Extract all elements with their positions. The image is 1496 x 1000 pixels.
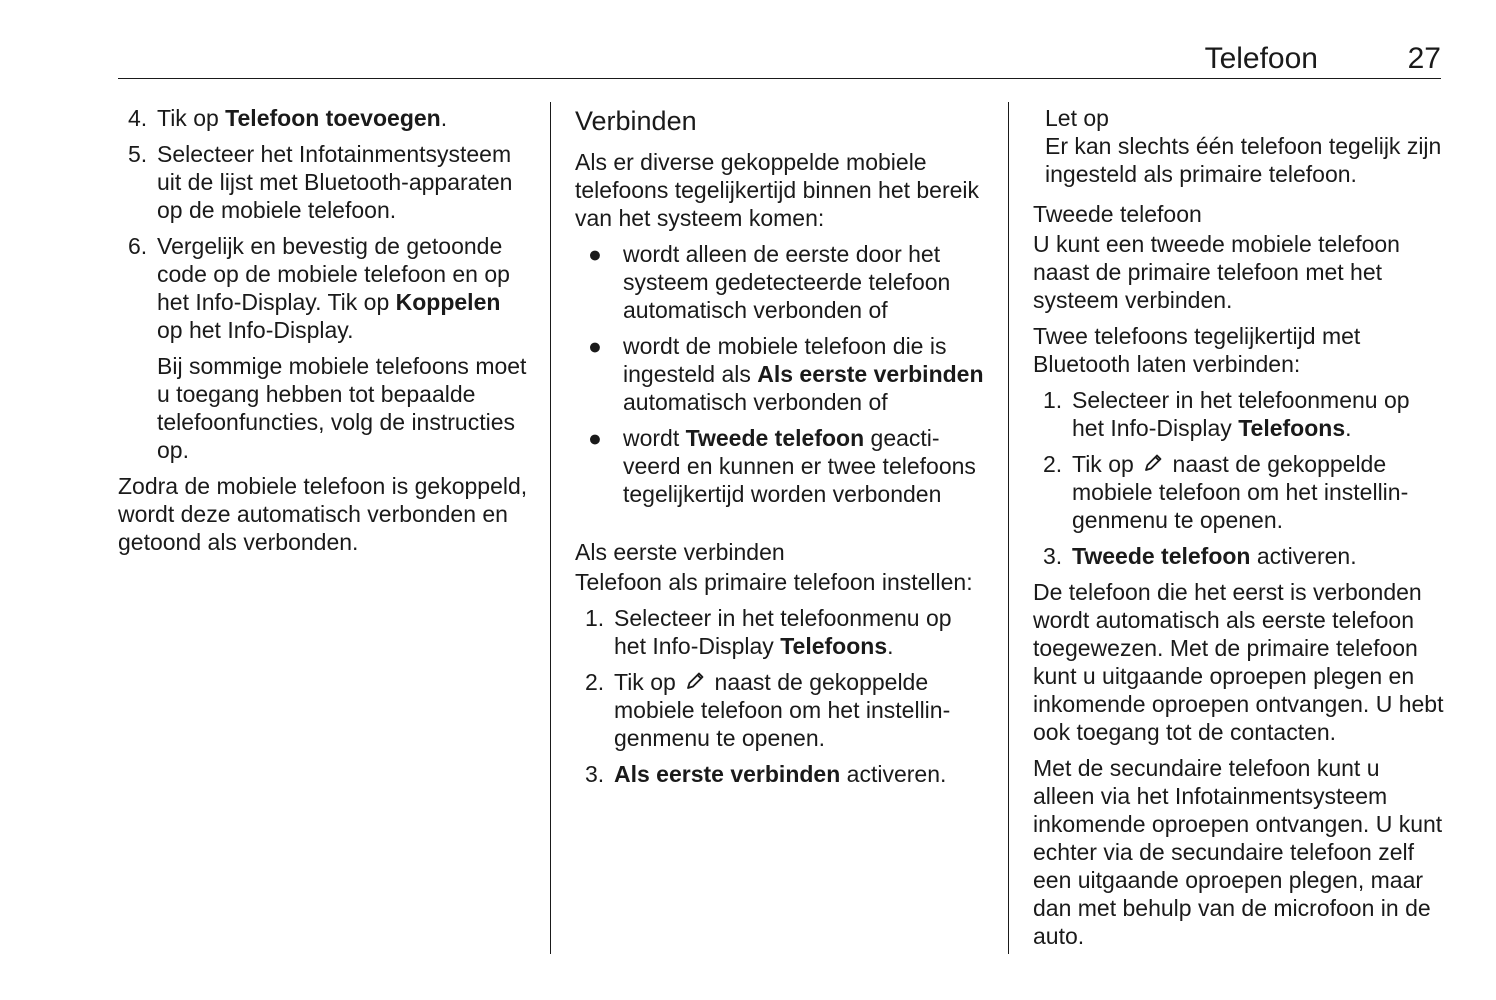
list-item: 2. Tik op naast de gekoppelde mobiele telefoon om het instellingenmenu te openen. xyxy=(585,669,951,751)
list-item: 2. Tik op naast de gekoppelde mobiele telefoon om het instellingenmenu te openen. xyxy=(1043,451,1409,533)
pencil-icon xyxy=(684,670,706,692)
column-divider xyxy=(1008,102,1009,954)
column-2 xyxy=(575,104,987,796)
page-number: 27 xyxy=(1407,42,1441,75)
list-item: 4. Tik op Telefoon toevoegen. xyxy=(128,105,448,131)
bullet-icon: ● xyxy=(588,241,602,267)
list-item: 3. Als eerste verbinden activeren. xyxy=(585,761,947,787)
paragraph: Als er diverse gekoppelde mobiele telefoons tegelijkertijd binnen het bereik van het systeem komen: xyxy=(575,149,980,231)
list-item: 1. Selecteer in het telefoonmenu op het Info-Display Telefoons. xyxy=(585,605,952,659)
section-title: Telefoon xyxy=(1204,42,1318,75)
note-box xyxy=(1033,104,1445,188)
list-item: 3. Tweede telefoon activeren. xyxy=(1043,543,1357,569)
bullet-item: ● wordt de mobiele telefoon die is ingesteld als Als eerste verbinden automatisch verbonden of xyxy=(588,333,984,415)
list-item: 6. Vergelijk en bevestig de getoonde code op de mobiele telefoon en op het Info-Display. Tik op Koppelen op het Info-Display. xyxy=(128,233,510,343)
paragraph: Zodra de mobiele telefoon is gekoppeld, wordt deze automatisch verbonden en getoond als verbonden. xyxy=(118,473,528,555)
subheading: Tweede telefoon xyxy=(1033,201,1202,227)
note-text: Er kan slechts één telefoon tegelijk zijn ingesteld als primaire telefoon. xyxy=(1045,133,1442,187)
bullet-item: ● wordt Tweede telefoon geactiveerd en kunnen er twee telefoons tegelijkertijd worden verbonden xyxy=(588,425,976,507)
note-title: Let op xyxy=(1045,105,1109,131)
column-3 xyxy=(1033,104,1445,958)
pencil-icon xyxy=(1142,452,1164,474)
paragraph: Twee telefoons tegelijkertijd met Bluetooth laten verbinden: xyxy=(1033,323,1361,377)
column-1 xyxy=(118,104,530,564)
list-item: 1. Selecteer in het telefoonmenu op het Info-Display Telefoons. xyxy=(1043,387,1410,441)
subheading: Als eerste verbinden xyxy=(575,539,785,565)
paragraph: U kunt een tweede mobiele telefoon naast de primaire telefoon met het systeem verbinden. xyxy=(1033,231,1400,313)
list-item: 5. Selecteer het Infotainmentsysteem uit de lijst met Bluetooth-apparaten op de mobiele telefoon. xyxy=(128,141,513,223)
page-header xyxy=(118,40,1441,79)
bullet-icon: ● xyxy=(588,333,602,359)
column-divider xyxy=(550,102,551,954)
bullet-item: ● wordt alleen de eerste door het systeem gedetecteerde telefoon automatisch verbonden of xyxy=(588,241,951,323)
paragraph: Telefoon als primaire telefoon instellen: xyxy=(575,569,973,595)
paragraph: De telefoon die het eerst is verbonden wordt automatisch als eerste telefoon toegewezen. Met de primaire telefoon kunt u uitgaande oproepen plegen en inkomende oproepen ontvangen. U hebt ook toegang tot de contacten. xyxy=(1033,579,1444,745)
bullet-icon: ● xyxy=(588,425,602,451)
paragraph: Met de secundaire telefoon kunt u alleen via het Infotainmentsysteem inkomende oproepen ontvangen. U kunt echter via de secundaire telefoon zelf een uitgaande oproepen plegen, maar dan met behulp van de microfoon in de auto. xyxy=(1033,755,1443,949)
section-heading: Verbinden xyxy=(575,106,697,136)
step-note: Bij sommige mobiele telefoons moet u toegang hebben tot bepaalde telefoonfuncties, volg de instructies op. xyxy=(157,353,527,463)
